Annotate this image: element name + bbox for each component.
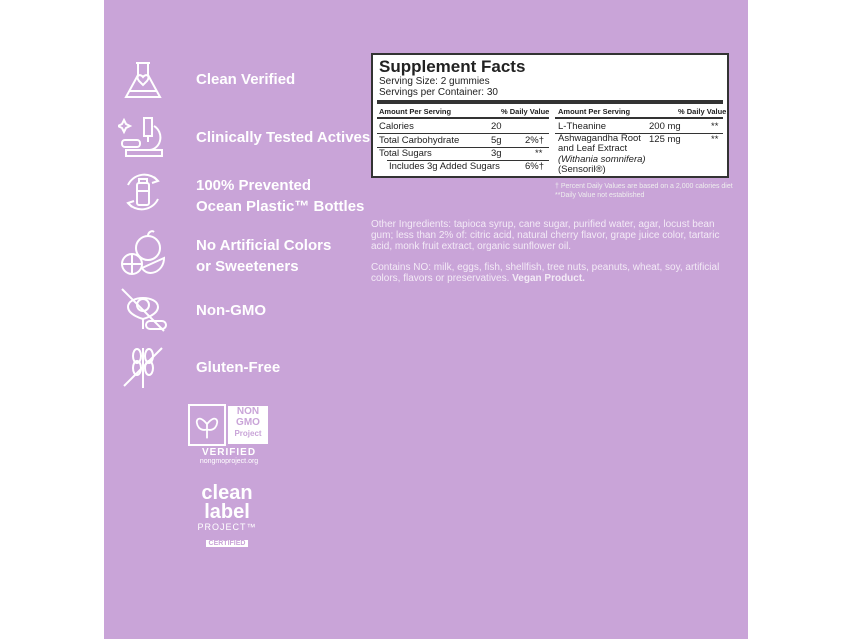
claim-label [196, 175, 376, 217]
vegan-label: Vegan Product. [512, 273, 585, 284]
logo-certified: CERTIFIED [206, 540, 249, 547]
claim-non-gmo [118, 285, 266, 335]
non-gmo-icon [118, 285, 168, 335]
divider [377, 133, 549, 134]
nutrient-amount: 125 mg [649, 134, 681, 145]
nutrient-amount: 5g [491, 135, 502, 146]
clean-label-project-logo [192, 484, 262, 548]
facts-title: Supplement Facts [379, 57, 526, 76]
claim-clinically-tested [118, 112, 371, 162]
claim-no-artificial [118, 228, 332, 278]
claim-label [196, 235, 376, 277]
claim-line: Ocean Plastic™ Bottles [196, 198, 365, 215]
gluten-free-icon [118, 342, 168, 392]
nutrient-name: L-Theanine [558, 121, 607, 132]
nutrient-dv: ** [711, 134, 719, 145]
divider [377, 117, 549, 119]
footnote: † Percent Daily Values are based on a 2,000 calories diet [555, 183, 733, 190]
microscope-icon [118, 112, 168, 162]
logo-url: nongmoproject.org [199, 458, 259, 465]
product-panel [104, 0, 748, 639]
nutrient-name: Ashwagandha Root and Leaf Extract [558, 133, 641, 154]
right-amount-header: Amount Per Serving [558, 107, 631, 116]
left-amount-header: Amount Per Serving [379, 107, 452, 116]
footnote: **Daily Value not established [555, 192, 645, 199]
non-gmo-text-block [228, 406, 268, 444]
nutrient-dv: 6%† [525, 161, 545, 172]
nutrient-dv: ** [535, 148, 543, 159]
nutrient-name: Total Sugars [379, 148, 432, 159]
divider [377, 100, 723, 104]
nutrient-name: Includes 3g Added Sugars [389, 161, 500, 172]
logo-line: PROJECT™ [197, 522, 257, 532]
fruit-icon [118, 228, 168, 278]
logo-verified: VERIFIED [201, 447, 257, 458]
nutrient-dv: 2%† [525, 135, 545, 146]
nutrient-latin: (Withania somnifera) [558, 154, 646, 165]
claim-label: Clean Verified [196, 71, 296, 88]
supplement-facts-panel [371, 53, 729, 178]
contains-no: Contains NO: milk, eggs, fish, shellfish, tree nuts, peanuts, wheat, soy, artificial colors, flavors or preservatives. [371, 262, 720, 284]
claim-line: or Sweeteners [196, 258, 299, 275]
nutrient-amount: 200 mg [649, 121, 681, 132]
allergen-statement [371, 262, 731, 284]
non-gmo-project-logo [188, 404, 270, 466]
nutrient-name: Calories [379, 121, 414, 132]
logo-line: Project [234, 429, 262, 438]
clean-verified-icon [118, 55, 168, 105]
other-ingredients: Other Ingredients: tapioca syrup, cane sugar, purified water, agar, locust bean gum; less than 2% of: citric acid, natural cherry flavor, grape juice color, tartaric acid, monk fruit extract, organic sunflower oil. [371, 219, 720, 252]
claim-label: Non-GMO [196, 302, 266, 319]
claim-label: Gluten-Free [196, 359, 281, 376]
servings-per-container: Servings per Container: 30 [379, 87, 498, 98]
claim-gluten-free [118, 342, 281, 392]
left-dv-header: % Daily Value [501, 107, 550, 116]
butterfly-icon [188, 404, 226, 446]
serving-size: Serving Size: 2 gummies [379, 76, 490, 87]
nutrient-amount: 20 [491, 121, 502, 132]
nutrient-amount: 3g [491, 148, 502, 159]
divider [555, 117, 723, 119]
logo-line: label [204, 501, 250, 523]
nutrient-brand: (Sensoril®) [558, 164, 606, 175]
logo-line: GMO [236, 417, 260, 428]
claim-clean-verified [118, 55, 296, 105]
nutrient-dv: ** [711, 121, 719, 132]
logo-line: clean [201, 482, 253, 504]
claim-line: 100% Prevented [196, 177, 312, 194]
claim-line: No Artificial Colors [196, 237, 332, 254]
claim-label: Clinically Tested Actives [196, 129, 371, 146]
nutrient-name: Total Carbohydrate [379, 135, 460, 146]
recycle-bottle-icon [118, 167, 168, 217]
logo-line: NON [236, 406, 260, 417]
right-dv-header: % Daily Value [678, 107, 727, 116]
claim-ocean-plastic [118, 167, 365, 217]
